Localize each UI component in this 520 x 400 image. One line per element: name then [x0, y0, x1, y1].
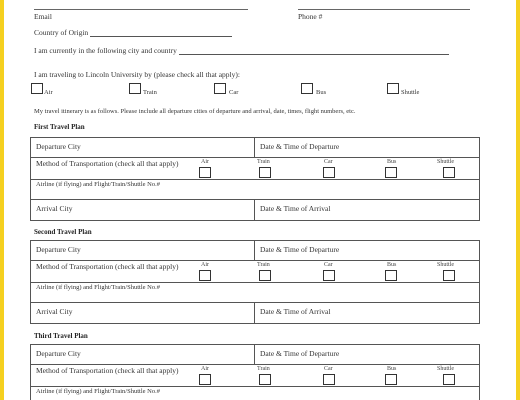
plan-3-airline-row [31, 387, 479, 400]
plan-2-departure-divider [254, 241, 255, 260]
plan-3-air-checkbox[interactable] [199, 374, 211, 385]
plan-2-departure-datetime[interactable]: Date & Time of Departure [260, 245, 340, 254]
train-checkbox[interactable] [129, 83, 141, 94]
plan-1-train-checkbox[interactable] [259, 167, 271, 178]
plan-1-arrival-row [31, 200, 479, 220]
shuttle-checkbox[interactable] [387, 83, 399, 94]
plan-3-train-checkbox[interactable] [259, 374, 271, 385]
plan-3-departure-row [31, 345, 479, 365]
country-of-origin-field[interactable] [90, 28, 232, 37]
plan-1-airline-row [31, 180, 479, 200]
plan-1-title: First Travel Plan [34, 123, 85, 131]
plan-3-train-label: Train [257, 366, 270, 372]
plan-2-car-checkbox[interactable] [323, 270, 335, 281]
current-city-field[interactable] [179, 46, 449, 55]
plan-1-car-label: Car [324, 159, 333, 165]
plan-1-arrival-datetime[interactable]: Date & Time of Arrival [260, 204, 331, 213]
email-label: Email [34, 12, 52, 21]
bus-label: Bus [316, 89, 327, 96]
plan-2-method-row [31, 261, 479, 283]
plan-2-air-checkbox[interactable] [199, 270, 211, 281]
plan-3-air-label: Air [201, 366, 209, 372]
plan-1-table [30, 137, 480, 221]
plan-2-train-checkbox[interactable] [259, 270, 271, 281]
plan-2-table [30, 240, 480, 324]
plan-1-airline-label[interactable]: Airline (if flying) and Flight/Train/Shuttle No.# [36, 181, 160, 188]
train-label: Train [143, 89, 157, 96]
plan-3-method-row [31, 365, 479, 387]
top-rule-left [34, 9, 248, 10]
plan-1-train-label: Train [257, 159, 270, 165]
travel-form-page [4, 0, 516, 400]
plan-3-method-label: Method of Transportation (check all that apply) [36, 366, 179, 375]
plan-3-departure-city[interactable]: Departure City [36, 349, 81, 358]
plan-3-departure-datetime[interactable]: Date & Time of Departure [260, 349, 340, 358]
plan-1-car-checkbox[interactable] [323, 167, 335, 178]
plan-3-departure-divider [254, 345, 255, 364]
plan-2-shuttle-checkbox[interactable] [443, 270, 455, 281]
plan-1-shuttle-checkbox[interactable] [443, 167, 455, 178]
plan-1-method-row [31, 158, 479, 180]
plan-1-departure-datetime[interactable]: Date & Time of Departure [260, 142, 340, 151]
plan-2-train-label: Train [257, 262, 270, 268]
plan-2-arrival-divider [254, 303, 255, 323]
car-label: Car [229, 89, 239, 96]
traveling-by-label: I am traveling to Lincoln University by (please check all that apply): [34, 70, 240, 79]
plan-1-departure-divider [254, 138, 255, 157]
plan-3-title: Third Travel Plan [34, 332, 88, 340]
air-label: Air [44, 89, 53, 96]
plan-1-arrival-divider [254, 200, 255, 220]
plan-1-method-label: Method of Transportation (check all that apply) [36, 159, 179, 168]
plan-3-bus-checkbox[interactable] [385, 374, 397, 385]
country-of-origin-row [34, 28, 232, 37]
plan-1-departure-row [31, 138, 479, 158]
plan-1-departure-city[interactable]: Departure City [36, 142, 81, 151]
itinerary-note: My travel itinerary is as follows. Please include all departure cities of departure and arrival, date, times, flight numbers, etc. [34, 108, 356, 115]
plan-2-arrival-row [31, 303, 479, 323]
plan-3-bus-label: Bus [387, 366, 397, 372]
plan-2-arrival-datetime[interactable]: Date & Time of Arrival [260, 307, 331, 316]
plan-2-air-label: Air [201, 262, 209, 268]
plan-2-bus-checkbox[interactable] [385, 270, 397, 281]
plan-2-departure-row [31, 241, 479, 261]
phone-label: Phone # [298, 12, 323, 21]
plan-2-airline-label[interactable]: Airline (if flying) and Flight/Train/Shuttle No.# [36, 284, 160, 291]
plan-1-air-label: Air [201, 159, 209, 165]
plan-2-bus-label: Bus [387, 262, 397, 268]
plan-3-car-label: Car [324, 366, 333, 372]
plan-1-bus-checkbox[interactable] [385, 167, 397, 178]
current-city-row [34, 46, 449, 55]
plan-3-car-checkbox[interactable] [323, 374, 335, 385]
bus-checkbox[interactable] [301, 83, 313, 94]
plan-3-shuttle-label: Shuttle [437, 366, 455, 372]
air-checkbox[interactable] [31, 83, 43, 94]
plan-1-air-checkbox[interactable] [199, 167, 211, 178]
plan-3-shuttle-checkbox[interactable] [443, 374, 455, 385]
plan-3-airline-label[interactable]: Airline (if flying) and Flight/Train/Shuttle No.# [36, 388, 160, 395]
car-checkbox[interactable] [214, 83, 226, 94]
shuttle-label: Shuttle [401, 89, 420, 96]
plan-2-shuttle-label: Shuttle [437, 262, 455, 268]
country-of-origin-label: Country of Origin [34, 28, 89, 37]
plan-1-bus-label: Bus [387, 159, 397, 165]
plan-2-departure-city[interactable]: Departure City [36, 245, 81, 254]
plan-2-car-label: Car [324, 262, 333, 268]
plan-2-arrival-city[interactable]: Arrival City [36, 307, 73, 316]
plan-3-table [30, 344, 480, 400]
plan-1-arrival-city[interactable]: Arrival City [36, 204, 73, 213]
current-city-label: I am currently in the following city and country [34, 46, 177, 55]
plan-2-title: Second Travel Plan [34, 228, 92, 236]
plan-2-airline-row [31, 283, 479, 303]
plan-2-method-label: Method of Transportation (check all that apply) [36, 262, 179, 271]
plan-1-shuttle-label: Shuttle [437, 159, 455, 165]
top-rule-right [298, 9, 470, 10]
